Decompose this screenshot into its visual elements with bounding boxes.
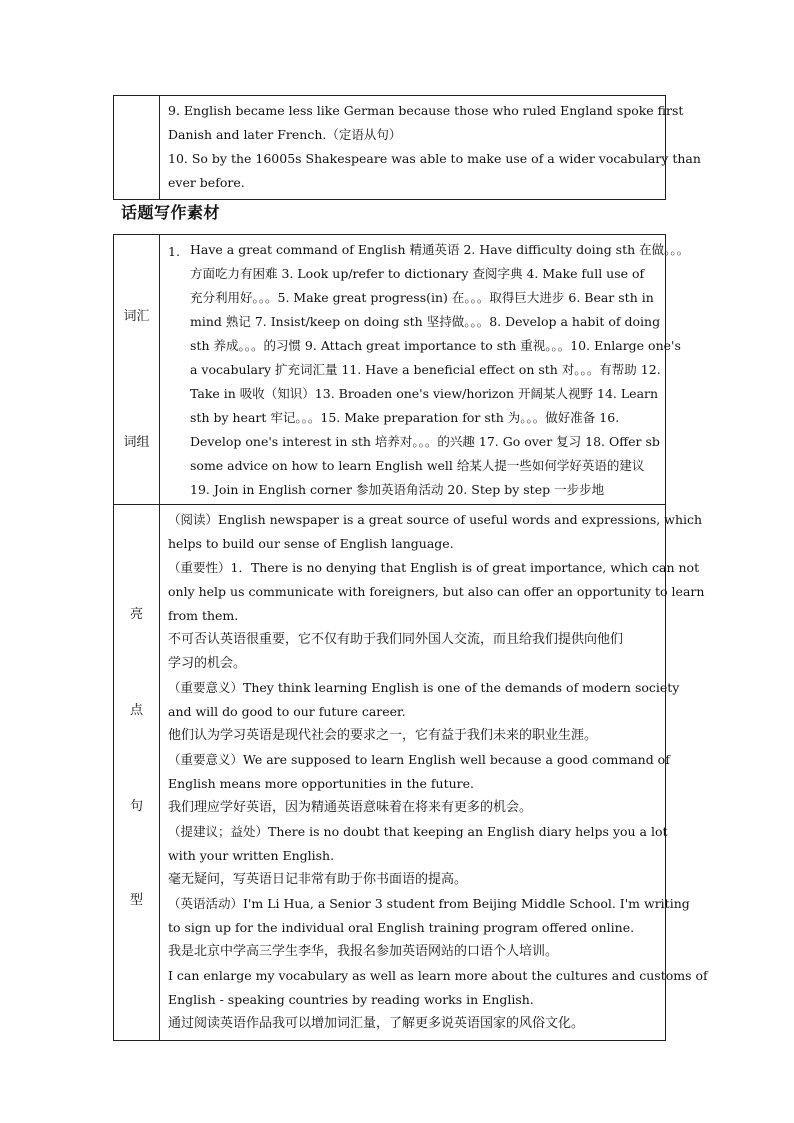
- vocab-line: 方面吃力有困难 3. Look up/refer to dictionary 查阅字典 4. Make full use of: [190, 266, 645, 281]
- highlight-translation-line: 通过阅读英语作品我可以增加词汇量，了解更多说英语国家的风俗文化。: [168, 1016, 585, 1031]
- highlights-label-char: 点: [129, 703, 143, 718]
- highlight-translation-line: 他们认为学习英语是现代社会的要求之一，它有益于我们未来的职业生涯。: [168, 728, 598, 743]
- highlight-sentence-line: helps to build our sense of English language.: [168, 536, 454, 551]
- vocab-line: Have a great command of English 精通英语 2. Have difficulty doing sth 在做。。。: [190, 242, 690, 257]
- highlight-sentence-line: with your written English.: [168, 848, 335, 863]
- highlights-label-cell: [114, 505, 160, 1041]
- highlight-translation-line: 我是北京中学高三学生李华，我报名参加英语网站的口语个人培训。: [168, 944, 559, 959]
- highlight-sentence-line: and will do good to our future career.: [168, 704, 406, 719]
- highlight-sentence-line: （重要性）1．There is no denying that English is of great importance, which can not: [168, 560, 700, 575]
- highlight-sentence-line: （英语活动）I'm Li Hua, a Senior 3 student from Beijing Middle School. I'm writing: [168, 896, 690, 911]
- highlight-sentence-line: （提建议；益处）There is no doubt that keeping an English diary helps you a lot: [168, 824, 668, 839]
- sentence-line: Danish and later French.（定语从句）: [168, 127, 402, 142]
- highlight-sentence-line: （重要意义）They think learning English is one of the demands of modern society: [168, 680, 680, 695]
- highlight-translation-line: 毫无疑问，写英语日记非常有助于你书面语的提高。: [168, 872, 468, 887]
- highlight-sentence-line: （阅读）English newspaper is a great source of useful words and expressions, which: [168, 512, 703, 527]
- highlight-sentence-line: to sign up for the individual oral English training program offered online.: [168, 920, 635, 935]
- highlight-sentence-line: English - speaking countries by reading works in English.: [168, 992, 534, 1007]
- highlight-sentence-line: （重要意义）We are supposed to learn English well because a good command of: [168, 752, 670, 767]
- sentence-line: 9. English became less like German because those who ruled England spoke first: [168, 103, 684, 118]
- highlight-sentence-line: English means more opportunities in the future.: [168, 776, 474, 791]
- sentence-line: 10. So by the 16005s Shakespeare was able to make use of a wider vocabulary than: [168, 151, 701, 166]
- top-table: [113, 95, 701, 200]
- vocab-line: some advice on how to learn English well 给某人提一些如何学好英语的建议: [190, 458, 645, 473]
- section-title: 话题写作素材: [121, 203, 221, 222]
- vocab-line: Develop one's interest in sth 培养对。。。的兴趣 17. Go over 复习 18. Offer sb: [190, 434, 660, 449]
- vocab-line: 19. Join in English corner 参加英语角活动 20. Step by step 一步步地: [190, 482, 605, 497]
- top-table-content-cell: [160, 96, 701, 200]
- highlights-label-char: 型: [129, 893, 143, 908]
- vocab-label-top: 词汇: [123, 309, 150, 324]
- vocab-line: Take in 吸收（知识）13. Broaden one's view/horizon 开阔某人视野 14. Learn: [190, 386, 659, 401]
- highlights-content-cell: [160, 505, 708, 1041]
- vocab-line: mind 熟记 7. Insist/keep on doing sth 坚持做。。。8. Develop a habit of doing: [190, 314, 661, 329]
- highlights-label-char: 句: [129, 799, 143, 814]
- sentence-line: ever before.: [168, 175, 245, 190]
- vocab-label-bottom: 词组: [123, 435, 150, 450]
- vocab-line: a vocabulary 扩充词汇量 11. Have a beneficial effect on sth 对。。。有帮助 12.: [190, 362, 661, 377]
- vocab-line: sth 养成。。。的习惯 9. Attach great importance to sth 重视。。。10. Enlarge one's: [190, 338, 681, 353]
- vocab-list-number: 1.: [168, 244, 180, 259]
- top-table-label-cell: [114, 96, 160, 200]
- vocab-list-cell: [160, 235, 690, 505]
- highlight-translation-line: 我们理应学好英语，因为精通英语意味着在将来有更多的机会。: [168, 800, 533, 815]
- vocab-label-cell: [114, 235, 160, 505]
- highlights-label-char: 亮: [129, 607, 143, 622]
- vocab-line: 充分利用好。。。5. Make great progress(in) 在。。。取得巨大进步 6. Bear sth in: [190, 290, 654, 305]
- highlight-sentence-line: from them.: [168, 608, 239, 623]
- highlight-sentence-line: only help us communicate with foreigners, but also can offer an opportunity to learn: [168, 584, 705, 599]
- highlight-sentence-line: I can enlarge my vocabulary as well as learn more about the cultures and customs of: [168, 968, 708, 983]
- writing-materials-table: [113, 234, 708, 1041]
- highlight-translation-line: 学习的机会。: [168, 656, 247, 671]
- highlight-translation-line: 不可否认英语很重要，它不仅有助于我们同外国人交流，而且给我们提供向他们: [168, 632, 624, 647]
- vocab-line: sth by heart 牢记。。。15. Make preparation for sth 为。。。做好准备 16.: [190, 410, 620, 425]
